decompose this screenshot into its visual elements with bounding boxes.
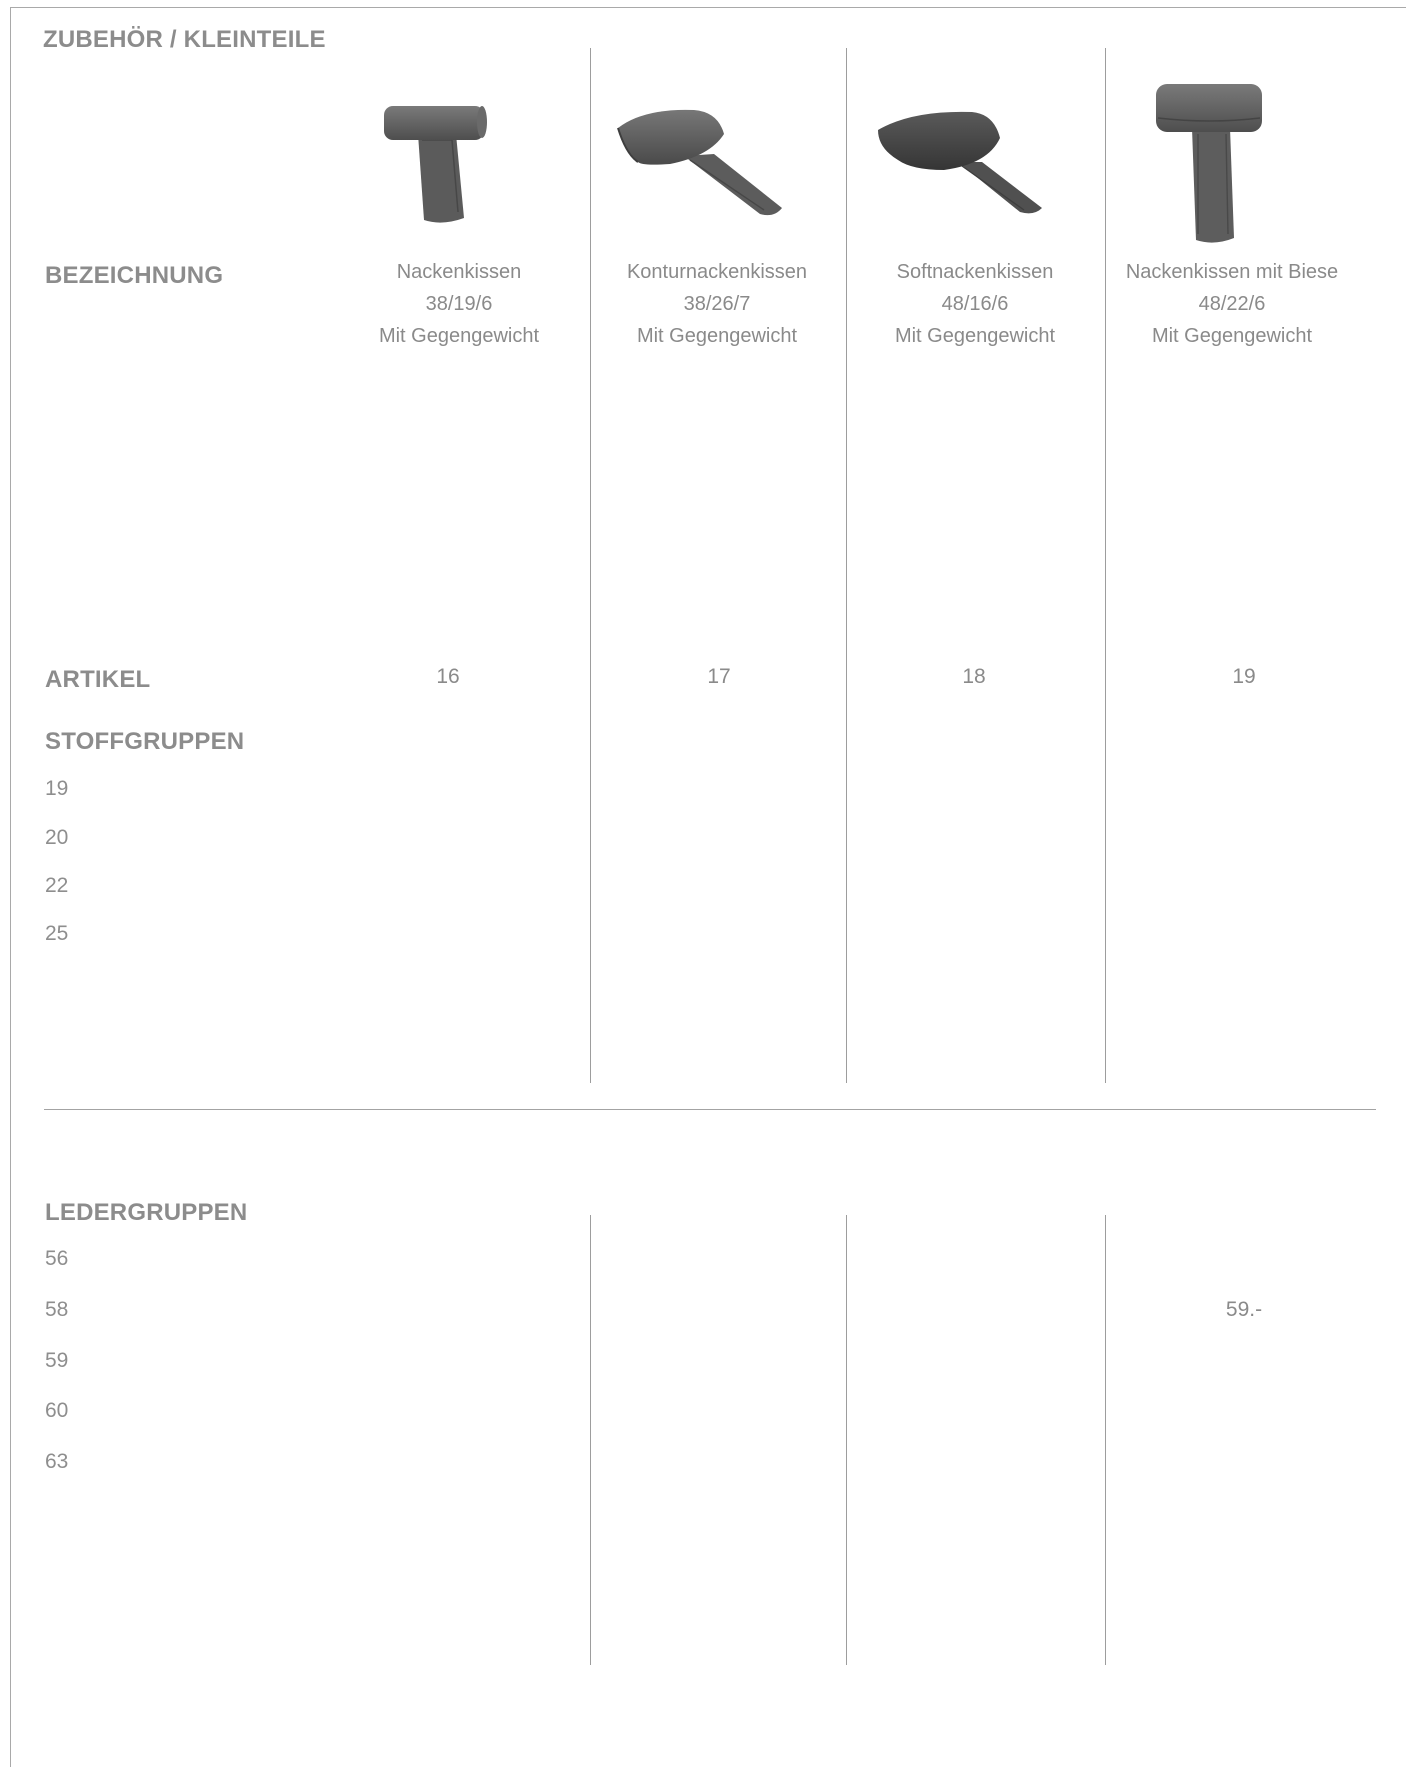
product-name: Konturnackenkissen [626, 261, 808, 283]
stoffgruppe-row: 25 [45, 922, 69, 945]
column-divider [1105, 1215, 1106, 1665]
column-divider [1105, 48, 1106, 1083]
product-size: 48/16/6 [941, 293, 1009, 315]
label-ledergruppen: LEDERGRUPPEN [45, 1199, 248, 1226]
price-cell: 59.- [1225, 1298, 1263, 1321]
label-stoffgruppen: STOFFGRUPPEN [45, 728, 245, 755]
contour-neck-pillow-icon [614, 104, 784, 222]
product-name: Nackenkissen mit Biese [1125, 261, 1339, 283]
label-artikel: ARTIKEL [45, 666, 151, 693]
product-description [847, 256, 1103, 352]
product-note: Mit Gegengewicht [894, 325, 1056, 347]
article-number: 18 [962, 665, 986, 688]
ledergruppe-row: 58 [45, 1298, 69, 1321]
product-note: Mit Gegengewicht [378, 325, 540, 347]
product-size: 38/26/7 [683, 293, 751, 315]
product-description [331, 256, 587, 352]
column-divider [846, 1215, 847, 1665]
product-name: Nackenkissen [396, 261, 522, 283]
ledergruppe-row: 63 [45, 1450, 69, 1473]
piped-neck-pillow-icon [1150, 78, 1268, 248]
column-divider [590, 1215, 591, 1665]
product-name: Softnackenkissen [896, 261, 1054, 283]
stoffgruppe-row: 20 [45, 826, 69, 849]
product-description [589, 256, 845, 352]
ledergruppe-row: 59 [45, 1349, 69, 1372]
page-title: ZUBEHÖR / KLEINTEILE [43, 26, 326, 53]
product-size: 38/19/6 [425, 293, 493, 315]
column-divider [590, 48, 591, 1083]
product-note: Mit Gegengewicht [1151, 325, 1313, 347]
product-size: 48/22/6 [1198, 293, 1266, 315]
neck-pillow-t-shape-icon [378, 100, 490, 230]
ledergruppe-row: 56 [45, 1247, 69, 1270]
ledergruppe-row: 60 [45, 1399, 69, 1422]
stoffgruppe-row: 19 [45, 777, 69, 800]
stoffgruppe-row: 22 [45, 874, 69, 897]
section-divider [44, 1109, 1376, 1110]
product-note: Mit Gegengewicht [636, 325, 798, 347]
article-number: 19 [1232, 665, 1256, 688]
article-number: 16 [436, 665, 460, 688]
label-bezeichnung: BEZEICHNUNG [45, 262, 224, 289]
soft-neck-pillow-icon [872, 104, 1044, 216]
article-number: 17 [707, 665, 731, 688]
column-divider [846, 48, 847, 1083]
product-description [1104, 256, 1360, 352]
